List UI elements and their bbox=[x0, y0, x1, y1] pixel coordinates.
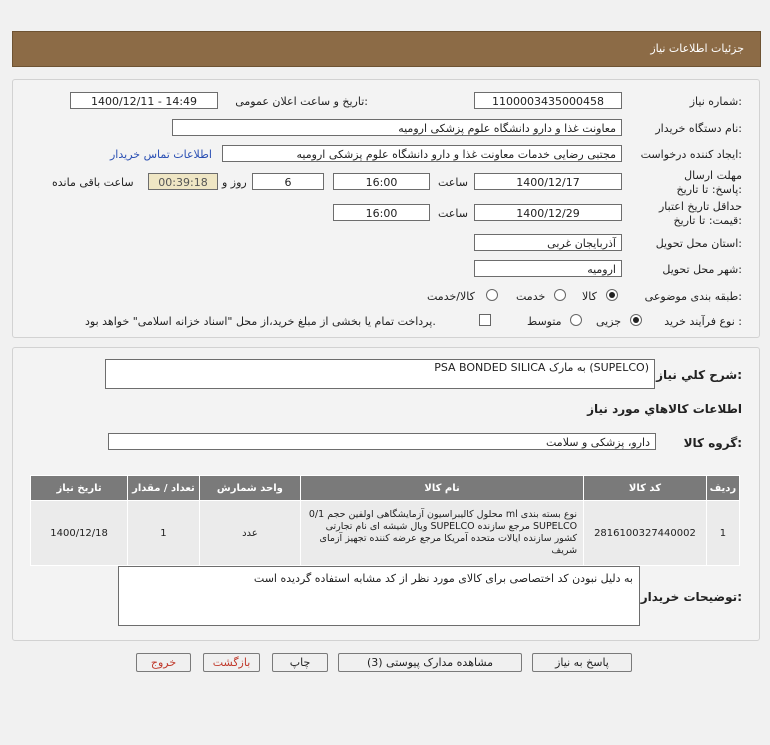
province-label: استان محل تحویل: bbox=[655, 237, 742, 250]
need-number-field: 1100003435000458 bbox=[474, 92, 622, 109]
summary-value: PSA BONDED SILICA به مارک (SUPELCO) bbox=[434, 361, 649, 374]
reply-time-label: ساعت bbox=[438, 176, 468, 189]
remaining-time-field: 00:39:18 bbox=[148, 173, 218, 190]
print-button[interactable]: چاپ bbox=[272, 653, 328, 672]
reply-deadline-label: مهلت ارسال پاسخ: تا تاریخ: bbox=[676, 169, 742, 196]
buyer-notes-value: به دلیل نبودن کد اختصاصی برای کالای مورد نظر از کد مشابه استفاده گردیده است bbox=[253, 572, 633, 585]
province-field: آذربایجان غربی bbox=[474, 234, 622, 251]
remaining-label: ساعت باقی مانده bbox=[52, 176, 134, 189]
need-number-label: شماره نیاز: bbox=[689, 95, 742, 108]
treasury-note: پرداخت تمام یا بخشی از مبلغ خرید،از محل "اسناد خزانه اسلامی" خواهد بود. bbox=[85, 315, 436, 328]
reply-date-field: 1400/12/17 bbox=[474, 173, 622, 190]
treasury-checkbox[interactable] bbox=[479, 314, 491, 326]
category-both-label: کالا/خدمت bbox=[427, 290, 475, 303]
validity-date-field: 1400/12/29 bbox=[474, 204, 622, 221]
header-item-name: نام کالا bbox=[301, 476, 584, 501]
validity-time-field: 16:00 bbox=[333, 204, 430, 221]
cell-need-date: 1400/12/18 bbox=[31, 501, 128, 566]
contact-buyer-link[interactable]: اطلاعات تماس خریدار bbox=[110, 148, 212, 161]
header-need-date: تاریخ نیاز bbox=[31, 476, 128, 501]
category-label: طبقه بندی موضوعی: bbox=[644, 290, 742, 303]
cell-quantity: 1 bbox=[128, 501, 200, 566]
items-heading: اطلاعات کالاهاي مورد نياز bbox=[587, 402, 742, 416]
cell-item-name: محلول کالیبراسیون آزمایشگاهی اولفین حجم 0/1 ml نوع بسته بندی ویال شیشه ای نام تجارتی SUPELCO مرجع سازنده SUPELCO کشور سازنده ایالات متحده آمریکا مرجع عرضه کننده تجهیز آزمای شریف bbox=[301, 501, 584, 566]
reply-time-field: 16:00 bbox=[333, 173, 430, 190]
items-table bbox=[30, 475, 740, 566]
exit-button[interactable]: خروج bbox=[136, 653, 191, 672]
announce-date-field: 1400/12/11 - 14:49 bbox=[70, 92, 218, 109]
process-medium-radio[interactable] bbox=[570, 314, 582, 326]
announce-label: تاریخ و ساعت اعلان عمومی: bbox=[235, 95, 368, 108]
category-both-radio[interactable] bbox=[486, 289, 498, 301]
buyer-notes-field bbox=[118, 566, 640, 626]
category-goods-label: کالا bbox=[582, 290, 597, 303]
days-label: روز و bbox=[222, 176, 247, 189]
creator-label: ایجاد کننده درخواست: bbox=[640, 148, 742, 161]
category-service-label: خدمت bbox=[516, 290, 546, 303]
table-row bbox=[31, 501, 740, 566]
back-button[interactable]: بازگشت bbox=[203, 653, 260, 672]
process-label: نوع فرآیند خرید : bbox=[664, 315, 742, 328]
buyer-org-label: نام دستگاه خریدار: bbox=[655, 122, 742, 135]
attachments-button[interactable]: مشاهده مدارک پیوستی (3) bbox=[338, 653, 522, 672]
cell-row-number: 1 bbox=[706, 501, 739, 566]
days-field: 6 bbox=[252, 173, 324, 190]
category-goods-radio[interactable] bbox=[606, 289, 618, 301]
reply-button[interactable]: پاسخ به نیاز bbox=[532, 653, 632, 672]
summary-label: شرح کلي نياز: bbox=[656, 368, 742, 382]
header-unit: واحد شمارش bbox=[199, 476, 300, 501]
category-service-radio[interactable] bbox=[554, 289, 566, 301]
city-label: شهر محل تحویل: bbox=[662, 263, 742, 276]
process-small-radio[interactable] bbox=[630, 314, 642, 326]
group-label: گروه کالا: bbox=[683, 436, 742, 450]
group-field: دارو، پزشکی و سلامت bbox=[108, 433, 656, 450]
process-medium-label: متوسط bbox=[527, 315, 562, 328]
process-small-label: جزیی bbox=[596, 315, 622, 328]
table-header-row bbox=[31, 476, 740, 501]
creator-field: مجتبی رضایی خدمات معاونت غذا و دارو دانشگاه علوم پزشکی ارومیه bbox=[222, 145, 622, 162]
header-item-code: کد کالا bbox=[584, 476, 707, 501]
page-title: جزئیات اطلاعات نیاز bbox=[650, 42, 744, 55]
buyer-org-field: معاونت غذا و دارو دانشگاه علوم پزشکی ارومیه bbox=[172, 119, 622, 136]
header-quantity: تعداد / مقدار bbox=[128, 476, 200, 501]
city-field: ارومیه bbox=[474, 260, 622, 277]
validity-time-label: ساعت bbox=[438, 207, 468, 220]
summary-field bbox=[105, 359, 655, 389]
buyer-notes-label: توضیحات خریدار: bbox=[640, 590, 742, 604]
cell-item-code: 2816100327440002 bbox=[584, 501, 707, 566]
cell-unit: عدد bbox=[199, 501, 300, 566]
header-row-number: ردیف bbox=[706, 476, 739, 501]
validity-label: حداقل تاریخ اعتبار قیمت: تا تاریخ: bbox=[658, 200, 742, 227]
title-bar bbox=[12, 31, 761, 67]
